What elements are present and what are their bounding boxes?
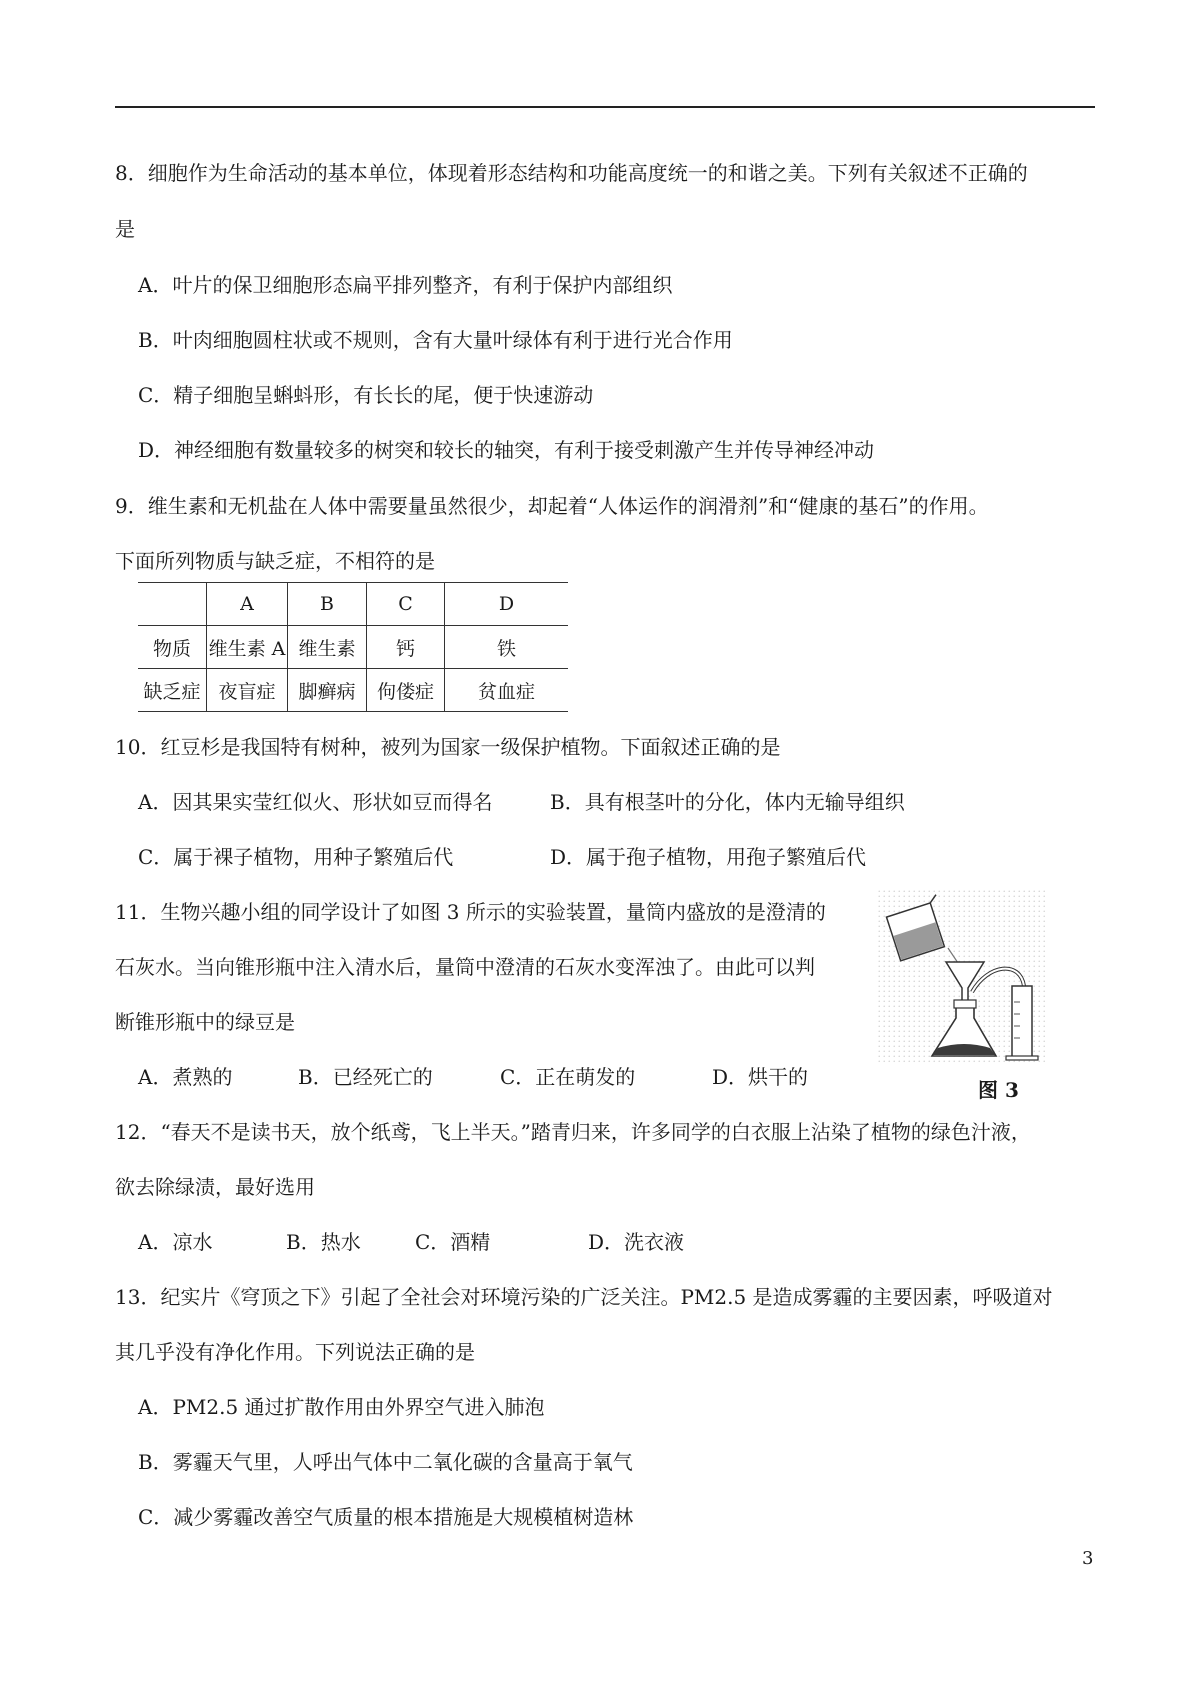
q13-stem-line1: 13．纪实片《穹顶之下》引起了全社会对环境污染的广泛关注。PM2.5 是造成雾霾的主要因素，呼吸道对	[115, 1285, 1053, 1309]
q11-option-b: B．已经死亡的	[298, 1065, 433, 1089]
q9-stem-line2: 下面所列物质与缺乏症，不相符的是	[115, 549, 435, 573]
q10-option-a: A．因其果实莹红似火、形状如豆而得名	[138, 790, 493, 814]
table-cell	[138, 583, 207, 626]
q9-stem-line1: 9．维生素和无机盐在人体中需要量虽然很少，却起着“人体运作的润滑剂”和“健康的基石”的作用。	[115, 494, 989, 518]
table-cell: 佝偻症	[367, 669, 445, 712]
q10-option-c: C．属于裸子植物，用种子繁殖后代	[138, 845, 454, 869]
table-cell: 物质	[138, 626, 207, 669]
table-cell: 缺乏症	[138, 669, 207, 712]
q10-option-b: B．具有根茎叶的分化，体内无输导组织	[550, 790, 905, 814]
q11-stem-line3: 断锥形瓶中的绿豆是	[115, 1010, 295, 1034]
table-cell: 铁	[445, 626, 569, 669]
q8-option-a: A．叶片的保卫细胞形态扁平排列整齐，有利于保护内部组织	[138, 273, 673, 297]
q12-stem-line1: 12．“春天不是读书天，放个纸鸢，飞上半天。”踏青归来，许多同学的白衣服上沾染了植物的绿色汁液，	[115, 1120, 1031, 1144]
q13-option-b: B．雾霾天气里，人呼出气体中二氧化碳的含量高于氧气	[138, 1450, 633, 1474]
q11-option-d: D．烘干的	[712, 1065, 809, 1089]
table-cell: 贫血症	[445, 669, 569, 712]
q10-stem: 10．红豆杉是我国特有树种，被列为国家一级保护植物。下面叙述正确的是	[115, 735, 781, 759]
q10-option-d: D．属于孢子植物，用孢子繁殖后代	[550, 845, 867, 869]
q8-option-d: D．神经细胞有数量较多的树突和较长的轴突，有利于接受刺激产生并传导神经冲动	[138, 438, 875, 462]
q8-option-c: C．精子细胞呈蝌蚪形，有长长的尾，便于快速游动	[138, 383, 594, 407]
q13-option-c: C．减少雾霾改善空气质量的根本措施是大规模植树造林	[138, 1505, 634, 1529]
q12-option-a: A．凉水	[138, 1230, 213, 1254]
q11-option-a: A．煮熟的	[138, 1065, 233, 1089]
table-cell: 维生素 A	[207, 626, 288, 669]
q8-option-b: B．叶肉细胞圆柱状或不规则，含有大量叶绿体有利于进行光合作用	[138, 328, 733, 352]
q12-option-d: D．洗衣液	[588, 1230, 685, 1254]
page-number: 3	[1082, 1548, 1094, 1569]
q13-option-a: A．PM2.5 通过扩散作用由外界空气进入肺泡	[138, 1395, 545, 1419]
table-cell: 钙	[367, 626, 445, 669]
q11-stem-line2: 石灰水。当向锥形瓶中注入清水后，量筒中澄清的石灰水变浑浊了。由此可以判	[115, 955, 815, 979]
table-cell: 脚癣病	[288, 669, 367, 712]
q8-stem-line2: 是	[115, 217, 135, 241]
table-row	[138, 669, 568, 712]
figure-caption: 图 3	[978, 1078, 1019, 1102]
table-row	[138, 626, 568, 669]
table-header-row	[138, 583, 568, 626]
table-cell: B	[288, 583, 367, 626]
q11-option-c: C．正在萌发的	[500, 1065, 636, 1089]
q12-option-c: C．酒精	[415, 1230, 491, 1254]
deficiency-table	[138, 582, 568, 712]
q8-stem-line1: 8．细胞作为生命活动的基本单位，体现着形态结构和功能高度统一的和谐之美。下列有关叙述不正确的	[115, 161, 1028, 185]
table-cell: 夜盲症	[207, 669, 288, 712]
q12-option-b: B．热水	[286, 1230, 361, 1254]
table-cell: 维生素	[288, 626, 367, 669]
q12-stem-line2: 欲去除绿渍，最好选用	[115, 1175, 315, 1199]
q11-stem-line1: 11．生物兴趣小组的同学设计了如图 3 所示的实验装置，量筒内盛放的是澄清的	[115, 900, 826, 924]
table-cell: A	[207, 583, 288, 626]
table-cell: D	[445, 583, 569, 626]
q13-stem-line2: 其几乎没有净化作用。下列说法正确的是	[115, 1340, 475, 1364]
table-cell: C	[367, 583, 445, 626]
header-rule	[115, 106, 1095, 108]
experiment-apparatus-figure	[878, 890, 1048, 1064]
